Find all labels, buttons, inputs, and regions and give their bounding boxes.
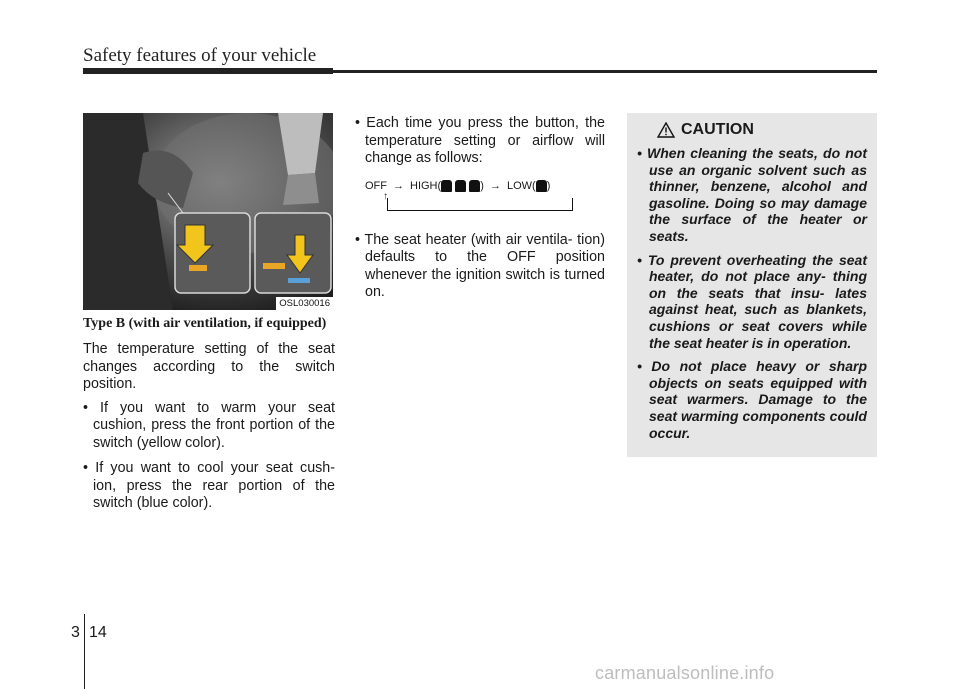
bullet-default: • The seat heater (with air ventila- tion) defaults to the OFF position whenever the ignition switch is turned on. — [355, 231, 605, 300]
seq-low — [507, 180, 550, 192]
seq-high-label: HIGH( — [410, 179, 442, 192]
figure-code: OSL030016 — [276, 297, 333, 310]
bullet-press: • Each time you press the button, the temperature setting or airflow will change as follows: — [355, 115, 605, 166]
page-number: 14 — [89, 624, 107, 641]
up-arrow-icon: ↑ — [383, 190, 388, 202]
seq-low-close: ) — [546, 179, 551, 192]
caution-item-text: When cleaning the seats, do not use an organic solvent such as thinner, benzene, alcohol and gasoline. Doing so may damage the surface of the heater or seats. — [647, 145, 867, 244]
seat-heater-icon — [469, 180, 480, 192]
setting-sequence-diagram — [355, 176, 605, 222]
seat-heater-icon — [441, 180, 452, 192]
section-number: 3 — [71, 624, 80, 641]
seq-arrow-2: → — [489, 179, 501, 192]
middle-column — [355, 115, 605, 310]
page-header-title: Safety features of your vehicle — [83, 45, 317, 66]
caution-item-text: Do not place heavy or sharp objects on seats equipped with seat warmers. Damage to the seat warming components could occur. — [649, 358, 868, 441]
bullet-default-text: The seat heater (with air ventila- tion) defaults to the OFF position whenever the ignition switch is turned on. — [364, 231, 605, 300]
seat-heater-icon — [455, 180, 466, 192]
caution-item: • Do not place heavy or sharp objects on seats equipped with seat warmers. Damage to the seat warming components could occur. — [637, 358, 868, 441]
caution-list — [637, 145, 867, 448]
bullet-warm: • If you want to warm your seat cushion, press the front portion of the switch (yellow color). — [83, 399, 336, 451]
seq-off: OFF — [365, 179, 387, 192]
bullet-warm-text: If you want to warm your seat cushion, press the front portion of the switch (yellow color). — [93, 399, 336, 451]
page-number-divider — [84, 614, 85, 689]
seq-high — [410, 180, 484, 192]
warning-triangle-icon — [657, 122, 675, 138]
seq-high-close: ) — [480, 179, 484, 192]
bullet-cool-text: If you want to cool your seat cush- ion, press the rear portion of the switch (blue color). — [93, 460, 336, 511]
caution-item: • When cleaning the seats, do not use an organic solvent such as thinner, benzene, alcohol and gasoline. Doing so may damage the surface of the heater or seats. — [637, 145, 867, 244]
bullet-press-text: Each time you press the button, the temperature setting or airflow will change as follows: — [365, 115, 605, 166]
caution-item: • To prevent overheating the seat heater, do not place any- thing on the seats that insu- lates against heat, such as blankets, cushions or seat covers while the seat heater is in operation. — [637, 251, 868, 351]
seat-heater-icon — [536, 180, 547, 192]
caution-item-text: To prevent overheating the seat heater, do not place any- thing on the seats that insu- lates against heat, such as blankets, cushions or seat covers while the seat heater is in operation. — [647, 251, 868, 351]
caution-heading — [657, 121, 754, 139]
seat-switch-photo — [83, 113, 333, 310]
seq-low-label: LOW( — [506, 179, 536, 192]
caution-title: CAUTION — [681, 121, 754, 138]
type-b-subheading: Type B (with air ventilation, if equipped) — [83, 316, 327, 331]
seq-return-loop — [387, 198, 573, 211]
header-rule-thick — [83, 68, 333, 74]
bullet-cool: • If you want to cool your seat cush- ion, press the rear portion of the switch (blue color). — [83, 460, 336, 511]
seq-arrow-1: → — [393, 179, 404, 192]
left-column — [83, 315, 335, 521]
intro-paragraph: The temperature setting of the seat changes according to the switch position. — [83, 341, 335, 392]
caution-box — [627, 113, 877, 457]
watermark: carmanualsonline.info — [595, 663, 775, 683]
